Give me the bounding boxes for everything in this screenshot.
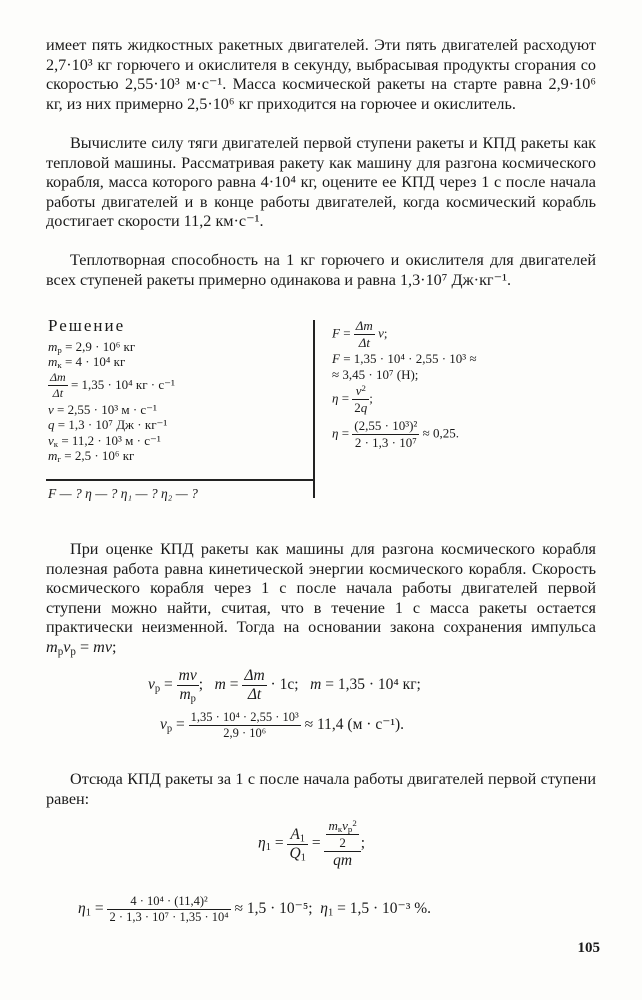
eta1-result: $\eta_1$ = $\frac{\text{4 · 10⁴ · (11,4)²}}{\text{2 · 1,3 · 10⁷ · 1,35 · 10⁴}}$ ≈ 1,5 · 10⁻⁵; $\eta_1 = 1,5 \cdot 10^{-3}$ %. bbox=[78, 894, 432, 924]
paragraph-3: Теплотворная способность на 1 кг горючего и окислителя для двигателей всех ступеней ракеты примерно одинакова и равна 1,3·10⁷ Дж·кг⁻¹. bbox=[46, 251, 596, 289]
eta-formula: η = $\frac{v^2}{2q}$ ; bbox=[332, 383, 373, 415]
given-mg: $m_г = 2,5 \cdot 10^6$ кг bbox=[48, 448, 135, 465]
force-result: ≈ 3,45 · 10⁷ (Н); bbox=[332, 367, 419, 382]
eta-value: η = $\frac{\text{(2,55 · 10³)²}}{\text{2 · 1,3 · 10⁷}}$ ≈ 0,25. bbox=[332, 418, 459, 450]
solution-divider-vertical bbox=[313, 320, 315, 498]
paragraph-4: При оценке КПД ракеты как машины для разгона космического корабля полезная работа равна кинетической энергии космического корабля. Скорость космического корабля через 1 с после начала работы двигателей первой ступени можно найти, считая, что в течение 1 с масса ракеты остается практически неизменной. Тогда на основании закона сохранения импульса $m_рv_р$ = mv; bbox=[46, 540, 596, 658]
page-number: 105 bbox=[577, 940, 600, 956]
solution-divider-horizontal bbox=[46, 479, 313, 481]
paragraph-1: имеет пять жидкостных ракетных двигателей. Эти пять двигателей расходуют 2,7·10³ кг горючего и окислителя в секунду, выбрасывая продукты сгорания со скоростью 2,55·10³ м·с⁻¹. Масса космической ракеты на старте равна 2,9·10⁶ кг, из них примерно 2,5·10⁶ кг приходится на горючее и окислитель. bbox=[46, 36, 596, 113]
solution-unknowns: F — ? η — ? η₁ — ? η₂ — ? bbox=[48, 486, 198, 501]
velocity-calculation: $v_р$ = $\frac{\text{1,35 · 10⁴ · 2,55 · 10³}}{\text{2,9 · 10⁶}}$ ≈ 11,4 (м · с⁻¹). bbox=[160, 710, 405, 740]
solution-given bbox=[48, 318, 175, 464]
force-formula: F = $\frac{\Delta m}{\Delta t}$ v; bbox=[332, 318, 388, 350]
given-dm-dt: $\frac{\Delta m}{\Delta t}$ = 1,35 · 10⁴ кг · с⁻¹ bbox=[50, 369, 175, 400]
paragraph-2: Вычислите силу тяги двигателей первой ступени ракеты и КПД ракеты как тепловой машины. Рассматривая ракету как машину для разгона космического корабля, масса которого равна 4·10⁴ кг, оцените ее КПД через 1 с после начала работы двигателей и в конце работы двигателей, когда космический корабль достигает скорости 11,2 км·с⁻¹. bbox=[46, 134, 596, 231]
solution-title: Решение bbox=[48, 316, 126, 335]
given-q: q = 1,3 · 10⁷ Дж · кг⁻¹ bbox=[48, 417, 168, 432]
paragraph-5: Отсюда КПД ракеты за 1 с после начала работы двигателей первой ступени равен: bbox=[46, 770, 596, 808]
force-value: F = 1,35 · 10⁴ · 2,55 · 10³ ≈ bbox=[332, 351, 477, 366]
given-vk: $v_к = 11,2 \cdot 10^3$ м · с⁻¹ bbox=[48, 432, 161, 449]
given-mk: $m_к = 4 \cdot 10^4$ кг bbox=[48, 354, 126, 371]
given-v: v = 2,55 · 10³ м · с⁻¹ bbox=[48, 401, 157, 417]
solution-computations bbox=[332, 318, 477, 451]
given-mp: $m_р = 2,9 \cdot 10^6$ кг bbox=[48, 338, 136, 355]
eta1-definition: $\eta_1$ = $\frac{A_1}{Q_1}$ = $\frac{\frac{m_кv_р^2}{2}}{qm}$ ; bbox=[258, 818, 366, 869]
momentum-formulas: $v_р$ = $\frac{mv}{m_р}$ ; m = $\frac{\Delta m}{\Delta t}$ · 1с; m = 1,35 · 10⁴ кг; bbox=[148, 667, 421, 705]
